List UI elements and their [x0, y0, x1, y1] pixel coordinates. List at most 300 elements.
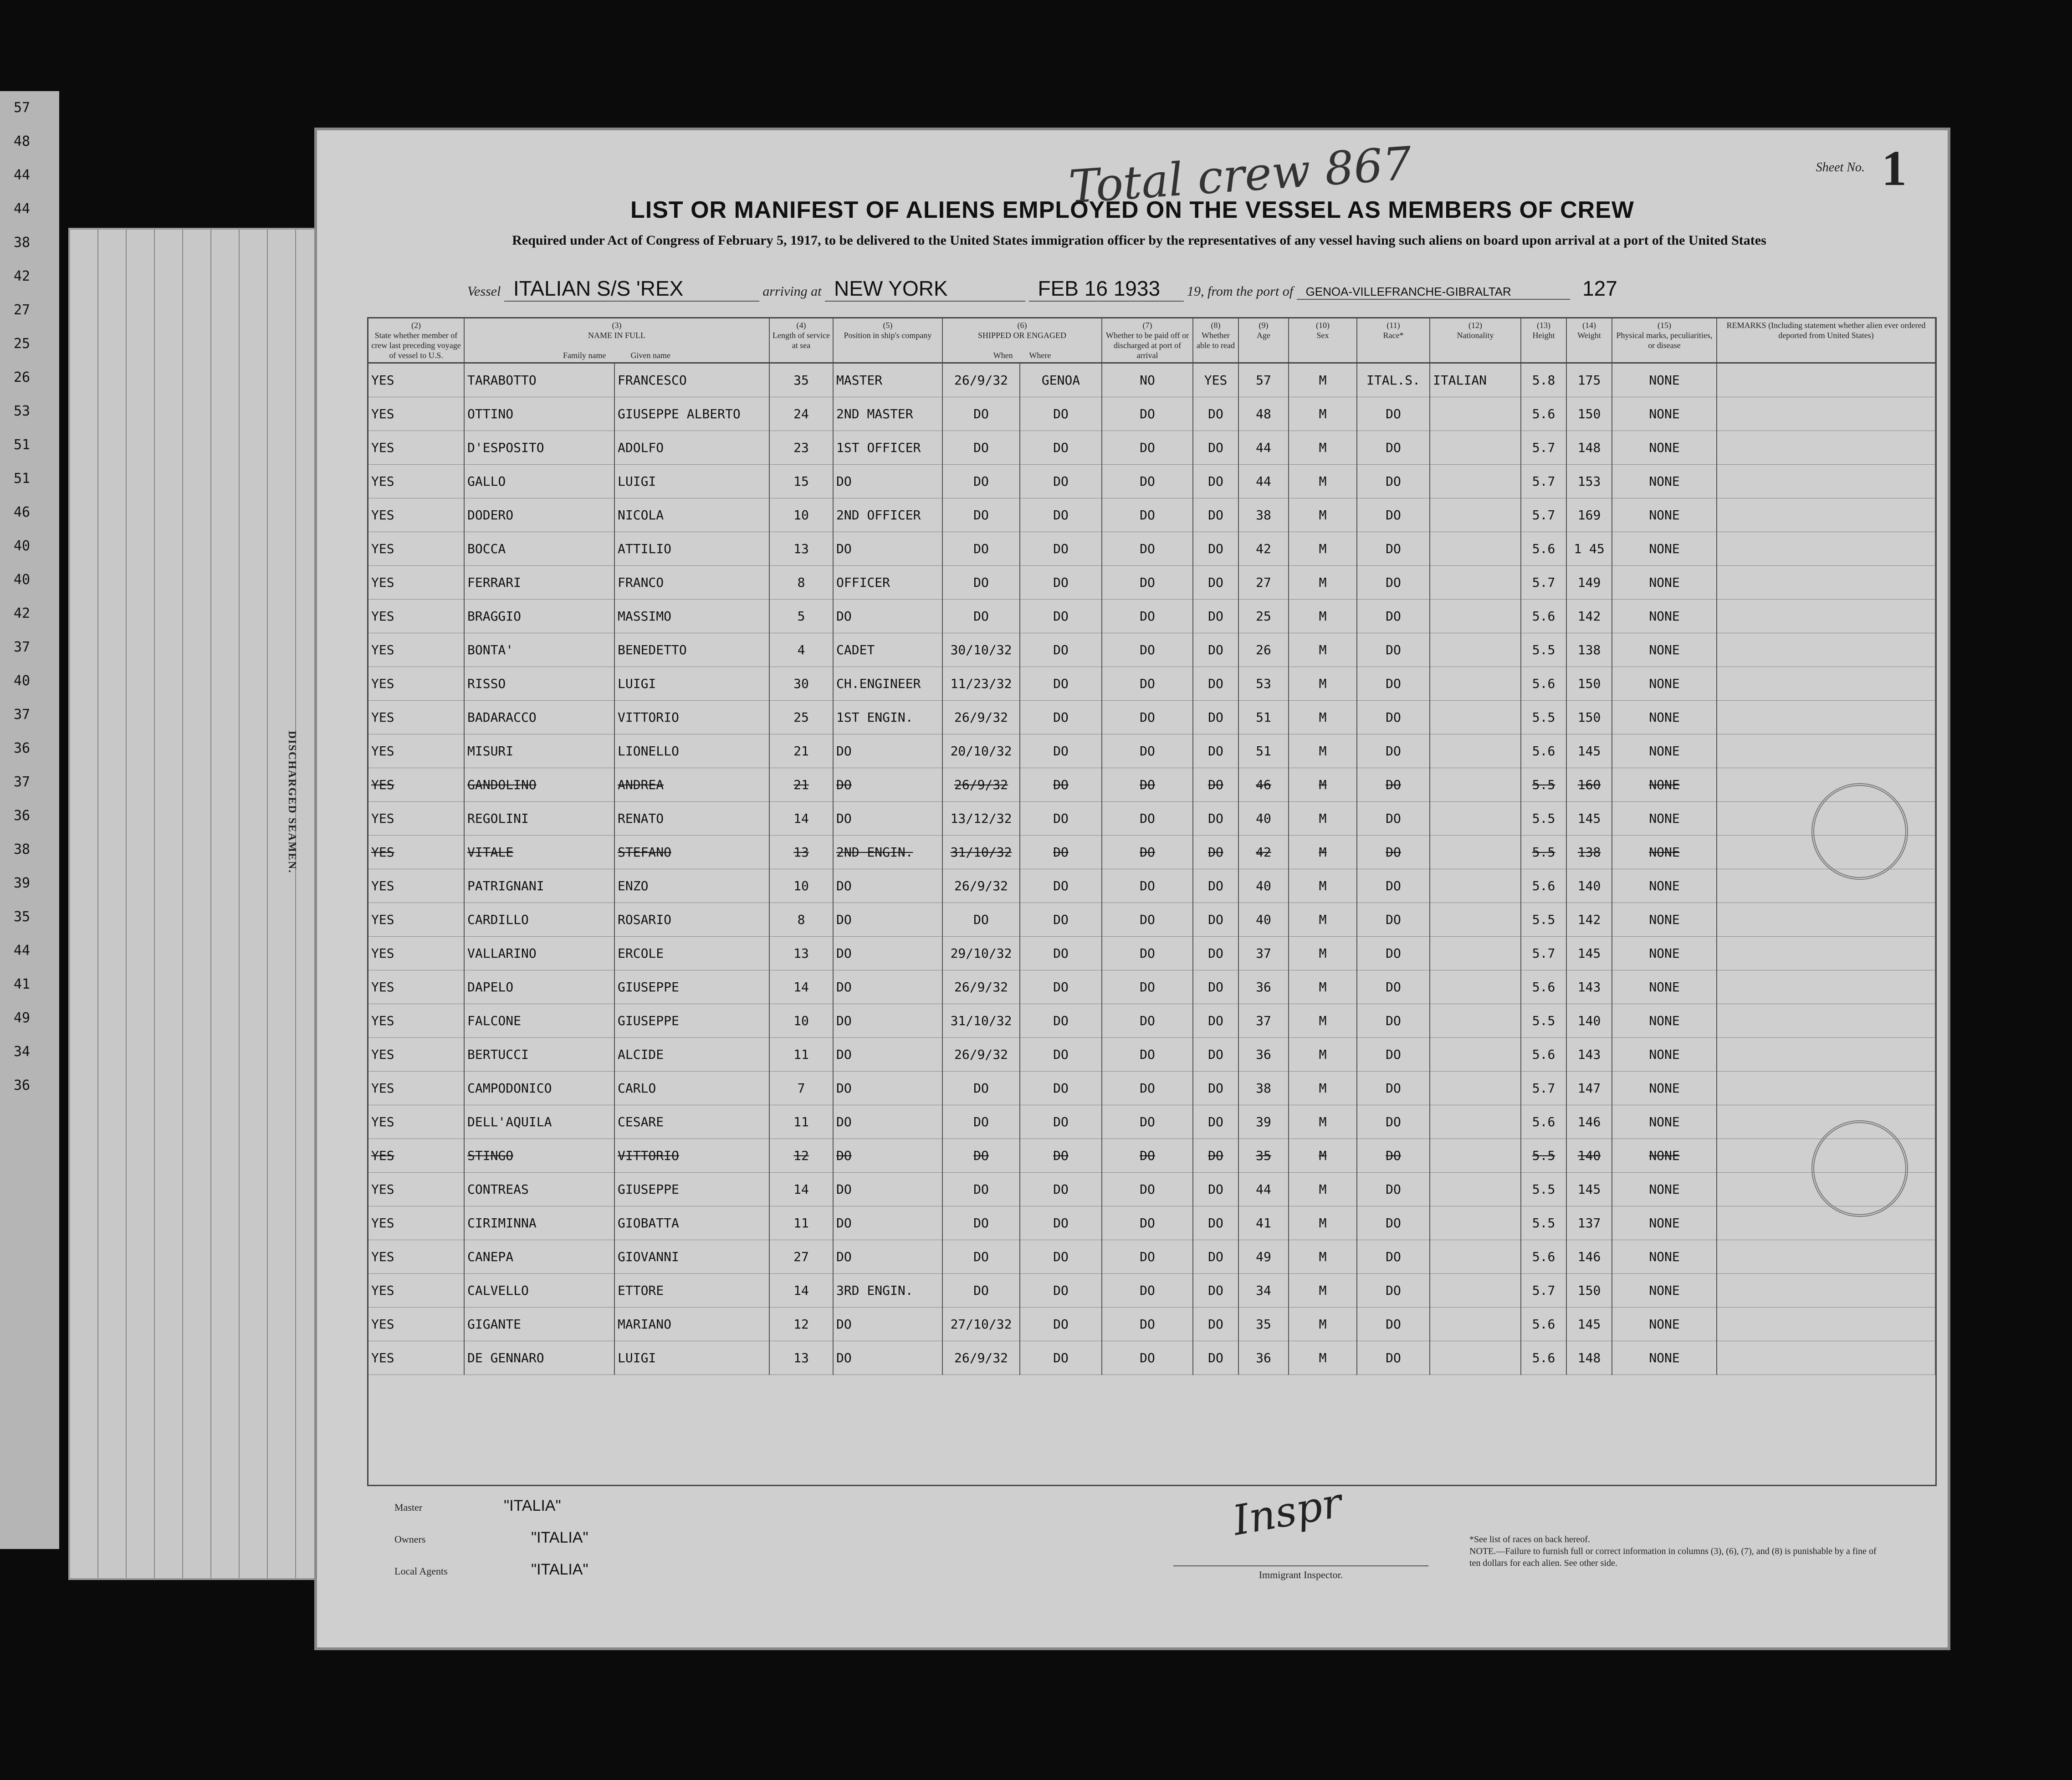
cell-paid: NO — [1102, 363, 1193, 397]
cell-height: 5.6 — [1521, 1038, 1566, 1072]
cell-where: DO — [1020, 498, 1102, 532]
cell-nat — [1430, 566, 1521, 600]
cell-nat — [1430, 431, 1521, 465]
cell-prev: YES — [368, 802, 464, 836]
cell-prev: YES — [368, 498, 464, 532]
cell-nat — [1430, 1173, 1521, 1206]
cell-when: DO — [942, 431, 1020, 465]
cell-given: LIONELLO — [614, 734, 769, 768]
cell-read: DO — [1193, 802, 1238, 836]
cell-age: 44 — [1238, 1173, 1289, 1206]
cell-sex: M — [1289, 566, 1357, 600]
cell-sex: M — [1289, 937, 1357, 970]
cell-race: DO — [1357, 836, 1430, 869]
cell-sex: M — [1289, 600, 1357, 633]
cell-sex: M — [1289, 1341, 1357, 1375]
cell-sex: M — [1289, 768, 1357, 802]
cell-when: DO — [942, 1139, 1020, 1173]
cell-remarks — [1717, 970, 1935, 1004]
cell-prev: YES — [368, 836, 464, 869]
cell-remarks — [1717, 1038, 1935, 1072]
cell-service: 21 — [769, 734, 833, 768]
cell-service: 14 — [769, 802, 833, 836]
cell-sex: M — [1289, 734, 1357, 768]
cell-family: DAPELO — [464, 970, 614, 1004]
cell-marks: NONE — [1612, 937, 1717, 970]
from-label: from the port of — [1207, 284, 1294, 299]
cell-when: 26/9/32 — [942, 363, 1020, 397]
cell-family: CALVELLO — [464, 1274, 614, 1308]
cell-where: DO — [1020, 1274, 1102, 1308]
cell-prev: YES — [368, 397, 464, 431]
cell-prev: YES — [368, 600, 464, 633]
cell-given: MARIANO — [614, 1308, 769, 1341]
cell-nat — [1430, 1308, 1521, 1341]
cell-family: BONTA' — [464, 633, 614, 667]
cell-family: REGOLINI — [464, 802, 614, 836]
cell-where: DO — [1020, 600, 1102, 633]
slip-age: 36 — [14, 1077, 31, 1093]
col-age: (9) Age — [1238, 318, 1289, 363]
cell-read: DO — [1193, 836, 1238, 869]
cell-remarks — [1717, 363, 1935, 397]
cell-height: 5.6 — [1521, 532, 1566, 566]
cell-family: STINGO — [464, 1139, 614, 1173]
cell-service: 13 — [769, 836, 833, 869]
cell-height: 5.6 — [1521, 1240, 1566, 1274]
cell-where: DO — [1020, 970, 1102, 1004]
slip-age: 35 — [14, 909, 31, 925]
vessel-line: Vessel ITALIAN S/S 'REX arriving at NEW YORK FEB 16 1933 19, from the port of GENOA-VILLEFRANCHE-GIBRALTAR 127 — [467, 276, 1948, 302]
note-penalty: NOTE.—Failure to furnish full or correct information in columns (3), (6), (7), and (8) is punishable by a fine of ten dollars for each alien. See other side. — [1469, 1546, 1877, 1568]
col-marks: (15) Physical marks, peculiarities, or disease — [1612, 318, 1717, 363]
cell-age: 46 — [1238, 768, 1289, 802]
cell-nat — [1430, 498, 1521, 532]
document-subtitle: Required under Act of Congress of February 5, 1917, to be delivered to the United States immigration officer by the representatives of any vessel having such aliens on board upon arrival at a port of the United States — [512, 233, 1766, 248]
cell-weight: 140 — [1566, 1139, 1612, 1173]
cell-nat — [1430, 768, 1521, 802]
cell-paid: DO — [1102, 1308, 1193, 1341]
cell-read: DO — [1193, 465, 1238, 498]
slip-age: 46 — [14, 504, 31, 520]
slip-age: 40 — [14, 572, 31, 588]
cell-read: DO — [1193, 1072, 1238, 1105]
cell-position: DO — [833, 1240, 942, 1274]
cell-remarks — [1717, 1341, 1935, 1375]
cell-paid: DO — [1102, 937, 1193, 970]
cell-when: DO — [942, 600, 1020, 633]
cell-sex: M — [1289, 903, 1357, 937]
cell-position: OFFICER — [833, 566, 942, 600]
cell-height: 5.5 — [1521, 633, 1566, 667]
crew-row — [368, 1206, 1935, 1240]
cell-age: 57 — [1238, 363, 1289, 397]
cell-weight: 153 — [1566, 465, 1612, 498]
cell-prev: YES — [368, 1274, 464, 1308]
cell-service: 15 — [769, 465, 833, 498]
sheet-label: Sheet No. — [1816, 160, 1865, 174]
cell-prev: YES — [368, 1105, 464, 1139]
cell-read: DO — [1193, 734, 1238, 768]
cell-remarks — [1717, 566, 1935, 600]
cell-paid: DO — [1102, 768, 1193, 802]
cell-marks: NONE — [1612, 498, 1717, 532]
slip-age: 42 — [14, 268, 31, 284]
crew-table — [368, 318, 1936, 1375]
cell-age: 38 — [1238, 1072, 1289, 1105]
cell-paid: DO — [1102, 532, 1193, 566]
cell-service: 13 — [769, 532, 833, 566]
cell-sex: M — [1289, 633, 1357, 667]
cell-position: 1ST ENGIN. — [833, 701, 942, 734]
cell-paid: DO — [1102, 1072, 1193, 1105]
slip-age: 37 — [14, 774, 31, 790]
cell-race: DO — [1357, 1274, 1430, 1308]
cell-age: 35 — [1238, 1139, 1289, 1173]
inspector-label: Immigrant Inspector. — [1173, 1565, 1428, 1581]
cell-read: DO — [1193, 1173, 1238, 1206]
cell-sex: M — [1289, 970, 1357, 1004]
cell-when: DO — [942, 465, 1020, 498]
cell-sex: M — [1289, 869, 1357, 903]
cell-paid: DO — [1102, 836, 1193, 869]
cell-age: 27 — [1238, 566, 1289, 600]
cell-marks: NONE — [1612, 970, 1717, 1004]
consulate-stamp-2 — [1811, 1120, 1908, 1217]
cell-race: DO — [1357, 1173, 1430, 1206]
col-position: (5) Position in ship's company — [833, 318, 942, 363]
cell-position: 2ND ENGIN. — [833, 836, 942, 869]
cell-where: DO — [1020, 465, 1102, 498]
cell-height: 5.6 — [1521, 397, 1566, 431]
footnote — [1469, 1534, 1879, 1569]
left-edge-age-column — [0, 91, 59, 1549]
cell-family: TARABOTTO — [464, 363, 614, 397]
cell-paid: DO — [1102, 465, 1193, 498]
col-paid-off: (7) Whether to be paid off or discharged at port of arrival — [1102, 318, 1193, 363]
cell-family: FERRARI — [464, 566, 614, 600]
cell-sex: M — [1289, 701, 1357, 734]
cell-service: 14 — [769, 970, 833, 1004]
cell-when: DO — [942, 1240, 1020, 1274]
cell-position: 2ND MASTER — [833, 397, 942, 431]
crew-row — [368, 1038, 1935, 1072]
agents-label: Local Agents — [394, 1565, 448, 1577]
cell-age: 49 — [1238, 1240, 1289, 1274]
cell-when: 26/9/32 — [942, 1341, 1020, 1375]
owners-label: Owners — [394, 1534, 426, 1545]
cell-height: 5.7 — [1521, 498, 1566, 532]
cell-family: VITALE — [464, 836, 614, 869]
cell-where: DO — [1020, 734, 1102, 768]
cell-where: DO — [1020, 1341, 1102, 1375]
cell-paid: DO — [1102, 869, 1193, 903]
cell-nat — [1430, 836, 1521, 869]
cell-prev: YES — [368, 363, 464, 397]
cell-service: 12 — [769, 1308, 833, 1341]
cell-paid: DO — [1102, 397, 1193, 431]
cell-where: DO — [1020, 532, 1102, 566]
cell-given: FRANCESCO — [614, 363, 769, 397]
cell-nat — [1430, 903, 1521, 937]
cell-remarks — [1717, 1072, 1935, 1105]
cell-weight: 145 — [1566, 1308, 1612, 1341]
cell-family: VALLARINO — [464, 937, 614, 970]
cell-when: DO — [942, 1206, 1020, 1240]
cell-marks: NONE — [1612, 701, 1717, 734]
cell-family: CARDILLO — [464, 903, 614, 937]
cell-race: DO — [1357, 937, 1430, 970]
cell-service: 21 — [769, 768, 833, 802]
cell-remarks — [1717, 937, 1935, 970]
cell-height: 5.5 — [1521, 1004, 1566, 1038]
cell-given: GIOBATTA — [614, 1206, 769, 1240]
cell-position: 3RD ENGIN. — [833, 1274, 942, 1308]
cell-sex: M — [1289, 836, 1357, 869]
cell-height: 5.6 — [1521, 869, 1566, 903]
crew-row — [368, 768, 1935, 802]
cell-marks: NONE — [1612, 1308, 1717, 1341]
cell-paid: DO — [1102, 903, 1193, 937]
cell-sex: M — [1289, 1038, 1357, 1072]
slip-age: 27 — [14, 302, 31, 318]
cell-family: GANDOLINO — [464, 768, 614, 802]
cell-prev: YES — [368, 768, 464, 802]
cell-sex: M — [1289, 1274, 1357, 1308]
cell-when: DO — [942, 498, 1020, 532]
cell-paid: DO — [1102, 498, 1193, 532]
cell-nat — [1430, 869, 1521, 903]
cell-sex: M — [1289, 397, 1357, 431]
cell-race: DO — [1357, 903, 1430, 937]
cell-height: 5.7 — [1521, 431, 1566, 465]
cell-nat — [1430, 1004, 1521, 1038]
cell-nat — [1430, 1139, 1521, 1173]
cell-weight: 146 — [1566, 1240, 1612, 1274]
cell-position: DO — [833, 970, 942, 1004]
cell-position: DO — [833, 1004, 942, 1038]
cell-height: 5.6 — [1521, 1341, 1566, 1375]
cell-marks: NONE — [1612, 1038, 1717, 1072]
cell-remarks — [1717, 498, 1935, 532]
cell-where: DO — [1020, 1105, 1102, 1139]
cell-weight: 175 — [1566, 363, 1612, 397]
slip-age: 37 — [14, 639, 31, 655]
cell-paid: DO — [1102, 970, 1193, 1004]
cell-race: DO — [1357, 1240, 1430, 1274]
cell-remarks — [1717, 869, 1935, 903]
cell-family: DE GENNARO — [464, 1341, 614, 1375]
cell-read: DO — [1193, 1139, 1238, 1173]
cell-marks: NONE — [1612, 1240, 1717, 1274]
slip-age: 44 — [14, 167, 31, 183]
cell-prev: YES — [368, 532, 464, 566]
cell-service: 13 — [769, 937, 833, 970]
cell-race: DO — [1357, 566, 1430, 600]
agents-value: "ITALIA" — [531, 1561, 588, 1578]
cell-nat — [1430, 802, 1521, 836]
cell-service: 10 — [769, 869, 833, 903]
cell-nat — [1430, 1206, 1521, 1240]
cell-service: 25 — [769, 701, 833, 734]
cell-marks: NONE — [1612, 1206, 1717, 1240]
cell-given: STEFANO — [614, 836, 769, 869]
cell-race: DO — [1357, 1038, 1430, 1072]
cell-where: DO — [1020, 1173, 1102, 1206]
cell-read: YES — [1193, 363, 1238, 397]
cell-race: DO — [1357, 768, 1430, 802]
cell-nat — [1430, 1072, 1521, 1105]
cell-service: 7 — [769, 1072, 833, 1105]
cell-race: DO — [1357, 498, 1430, 532]
crew-row — [368, 734, 1935, 768]
cell-sex: M — [1289, 1004, 1357, 1038]
cell-age: 44 — [1238, 465, 1289, 498]
cell-position: DO — [833, 1173, 942, 1206]
cell-prev: YES — [368, 633, 464, 667]
cell-marks: NONE — [1612, 768, 1717, 802]
cell-height: 5.6 — [1521, 600, 1566, 633]
cell-when: 30/10/32 — [942, 633, 1020, 667]
cell-family: OTTINO — [464, 397, 614, 431]
cell-family: CONTREAS — [464, 1173, 614, 1206]
cell-read: DO — [1193, 566, 1238, 600]
slip-age: 25 — [14, 336, 31, 352]
cell-position: CH.ENGINEER — [833, 667, 942, 701]
cell-given: ETTORE — [614, 1274, 769, 1308]
cell-weight: 150 — [1566, 701, 1612, 734]
col-race: (11) Race* — [1357, 318, 1430, 363]
cell-weight: 142 — [1566, 600, 1612, 633]
cell-sex: M — [1289, 802, 1357, 836]
cell-service: 12 — [769, 1139, 833, 1173]
cell-given: VITTORIO — [614, 1139, 769, 1173]
cell-marks: NONE — [1612, 836, 1717, 869]
cell-weight: 143 — [1566, 1038, 1612, 1072]
slip-age: 38 — [14, 841, 31, 857]
cell-weight: 150 — [1566, 397, 1612, 431]
cell-weight: 138 — [1566, 836, 1612, 869]
cell-read: DO — [1193, 1038, 1238, 1072]
cell-service: 24 — [769, 397, 833, 431]
crew-table-container — [367, 317, 1937, 1486]
cell-age: 38 — [1238, 498, 1289, 532]
cell-age: 34 — [1238, 1274, 1289, 1308]
cell-family: FALCONE — [464, 1004, 614, 1038]
cell-position: DO — [833, 734, 942, 768]
cell-where: DO — [1020, 1072, 1102, 1105]
cell-family: RISSO — [464, 667, 614, 701]
cell-family: CIRIMINNA — [464, 1206, 614, 1240]
cell-marks: NONE — [1612, 869, 1717, 903]
cell-prev: YES — [368, 1038, 464, 1072]
cell-age: 42 — [1238, 836, 1289, 869]
slip-age: 51 — [14, 471, 31, 487]
vessel-name: ITALIAN S/S 'REX — [504, 276, 759, 302]
cell-weight: 145 — [1566, 937, 1612, 970]
cell-prev: YES — [368, 869, 464, 903]
cell-marks: NONE — [1612, 1072, 1717, 1105]
cell-race: DO — [1357, 532, 1430, 566]
cell-height: 5.7 — [1521, 566, 1566, 600]
consulate-stamp — [1811, 783, 1908, 880]
master-label: Master — [394, 1502, 423, 1513]
cell-marks: NONE — [1612, 431, 1717, 465]
cell-position: MASTER — [833, 363, 942, 397]
cell-read: DO — [1193, 903, 1238, 937]
cell-weight: 150 — [1566, 1274, 1612, 1308]
cell-age: 35 — [1238, 1308, 1289, 1341]
cell-given: BENEDETTO — [614, 633, 769, 667]
cell-paid: DO — [1102, 566, 1193, 600]
cell-race: DO — [1357, 633, 1430, 667]
cell-given: CESARE — [614, 1105, 769, 1139]
cell-height: 5.5 — [1521, 1206, 1566, 1240]
cell-marks: NONE — [1612, 802, 1717, 836]
cell-position: CADET — [833, 633, 942, 667]
cell-marks: NONE — [1612, 1341, 1717, 1375]
slip-age: 44 — [14, 201, 31, 217]
inspector-signature: Inspr — [1229, 1478, 1346, 1545]
cell-prev: YES — [368, 1072, 464, 1105]
cell-marks: NONE — [1612, 633, 1717, 667]
cell-age: 39 — [1238, 1105, 1289, 1139]
cell-weight: 169 — [1566, 498, 1612, 532]
cell-prev: YES — [368, 1240, 464, 1274]
cell-height: 5.5 — [1521, 768, 1566, 802]
cell-paid: DO — [1102, 1206, 1193, 1240]
cell-race: DO — [1357, 869, 1430, 903]
cell-age: 40 — [1238, 869, 1289, 903]
cell-marks: NONE — [1612, 532, 1717, 566]
cell-position: DO — [833, 1105, 942, 1139]
crew-row — [368, 465, 1935, 498]
col-sex: (10) Sex — [1289, 318, 1357, 363]
cell-sex: M — [1289, 1072, 1357, 1105]
cell-race: DO — [1357, 701, 1430, 734]
cell-family: CAMPODONICO — [464, 1072, 614, 1105]
cell-age: 36 — [1238, 1038, 1289, 1072]
cell-read: DO — [1193, 431, 1238, 465]
slip-age: 57 — [14, 100, 31, 116]
cell-age: 26 — [1238, 633, 1289, 667]
slip-age: 51 — [14, 437, 31, 453]
cell-read: DO — [1193, 1206, 1238, 1240]
cell-position: DO — [833, 1308, 942, 1341]
cell-read: DO — [1193, 1274, 1238, 1308]
cell-when: DO — [942, 397, 1020, 431]
from-port: GENOA-VILLEFRANCHE-GIBRALTAR — [1297, 285, 1570, 300]
crew-row — [368, 1139, 1935, 1173]
crew-row — [368, 498, 1935, 532]
cell-position: DO — [833, 532, 942, 566]
cell-given: LUIGI — [614, 1341, 769, 1375]
cell-sex: M — [1289, 1206, 1357, 1240]
cell-family: BERTUCCI — [464, 1038, 614, 1072]
cell-position: DO — [833, 768, 942, 802]
cell-given: GIUSEPPE — [614, 970, 769, 1004]
cell-service: 11 — [769, 1038, 833, 1072]
cell-age: 40 — [1238, 903, 1289, 937]
cell-read: DO — [1193, 1004, 1238, 1038]
cell-read: DO — [1193, 667, 1238, 701]
cell-height: 5.7 — [1521, 1274, 1566, 1308]
cell-nat — [1430, 1274, 1521, 1308]
cell-age: 51 — [1238, 734, 1289, 768]
cell-where: DO — [1020, 1038, 1102, 1072]
cell-when: 31/10/32 — [942, 1004, 1020, 1038]
cell-read: DO — [1193, 701, 1238, 734]
